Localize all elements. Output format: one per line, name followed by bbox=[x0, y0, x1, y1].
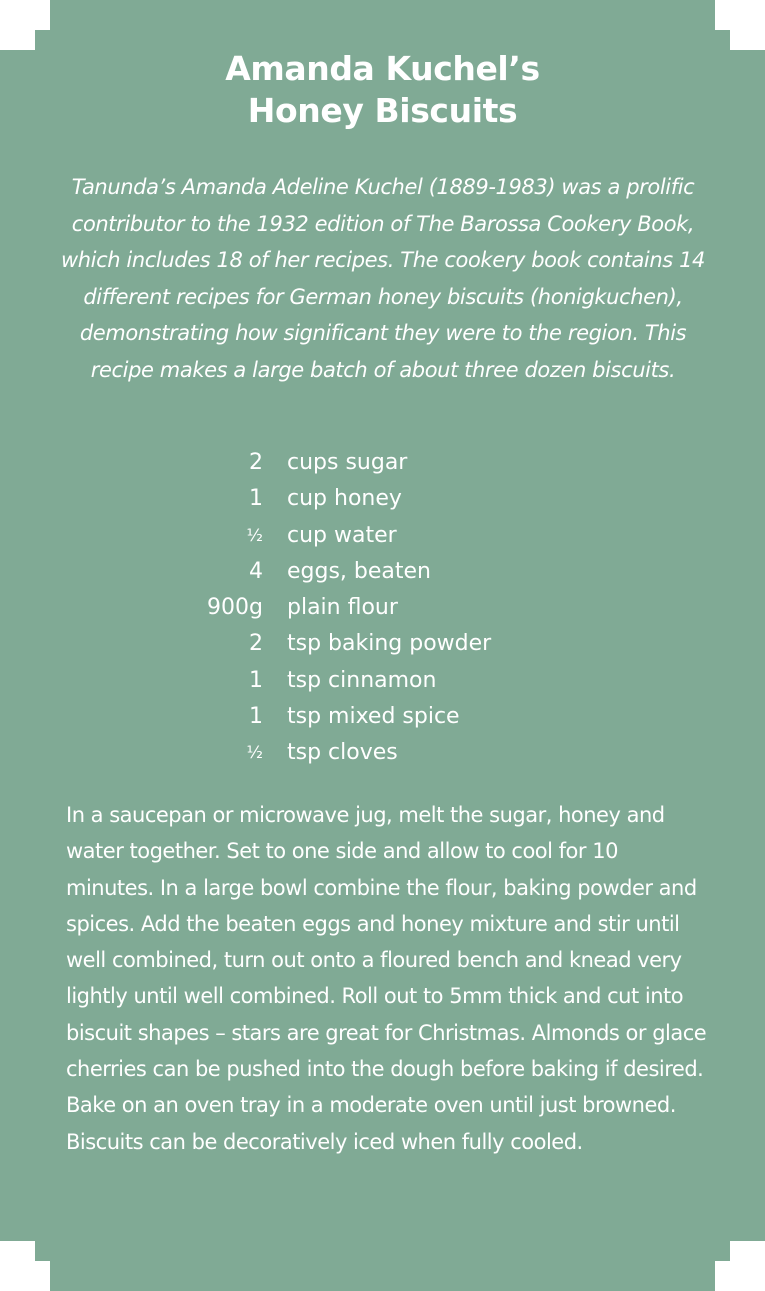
recipe-title-line1: Amanda Kuchel’s bbox=[225, 49, 540, 88]
ingredient-quantity: 1 bbox=[249, 667, 263, 693]
ingredient-row bbox=[0, 626, 765, 662]
ingredient-name: tsp baking powder bbox=[287, 631, 492, 657]
ingredient-row bbox=[0, 590, 765, 626]
ingredient-name: cups sugar bbox=[287, 450, 408, 475]
ingredient-quantity: ½ bbox=[246, 525, 263, 546]
recipe-title-line2: Honey Biscuits bbox=[247, 91, 518, 130]
recipe-method: In a saucepan or microwave jug, melt the sugar, honey and water together. Set to one side and allow to cool for 10 minutes. In a large bowl combine the flour, baking powder and spices. Add the beaten eggs and honey mixture and stir until well combined, turn out onto a floured bench and knead very lightly until well combined. Roll out to 5mm thick and cut into biscuit shapes – stars are great for Christmas. Almonds or glace cherries can be pushed into the dough before baking if desired. Bake on an oven tray in a moderate oven until just browned. Biscuits can be decoratively iced when fully cooled. bbox=[66, 803, 707, 1154]
ingredient-name: tsp cloves bbox=[287, 740, 398, 766]
ingredient-name: cup water bbox=[287, 522, 397, 548]
ingredient-quantity: 2 bbox=[249, 450, 263, 475]
ingredient-row bbox=[0, 554, 765, 590]
ingredient-row bbox=[0, 699, 765, 735]
corner-decoration bbox=[741, 1242, 753, 1254]
ingredient-row bbox=[0, 481, 765, 517]
ingredient-name: eggs, beaten bbox=[287, 558, 431, 584]
ingredient-quantity: 4 bbox=[249, 558, 263, 584]
ingredient-name: tsp mixed spice bbox=[287, 704, 460, 730]
ingredient-row bbox=[0, 518, 765, 554]
ingredient-name: cup honey bbox=[287, 486, 402, 512]
recipe-intro: Tanunda’s Amanda Adeline Kuchel (1889-1983) was a prolific contributor to the 1932 edition of The Barossa Cookery Book, which includes 18 of her recipes. The cookery book contains 14 different recipes for German honey biscuits (honigkuchen), demonstrating how significant they were to the region. This recipe makes a large batch of about three dozen biscuits. bbox=[60, 175, 706, 382]
ingredient-name: tsp cinnamon bbox=[287, 667, 437, 693]
corner-decoration bbox=[12, 1242, 24, 1254]
ingredient-quantity: 2 bbox=[249, 631, 263, 657]
ingredient-row bbox=[0, 663, 765, 699]
ingredient-row bbox=[0, 445, 765, 481]
ingredient-quantity: 1 bbox=[249, 486, 263, 512]
ingredient-quantity: 1 bbox=[249, 704, 263, 730]
ingredient-quantity: 900g bbox=[207, 595, 263, 621]
recipe-title bbox=[0, 48, 765, 132]
ingredient-row bbox=[0, 735, 765, 771]
ingredient-list bbox=[0, 445, 765, 772]
ingredient-quantity: ½ bbox=[246, 743, 263, 764]
ingredient-name: plain flour bbox=[287, 595, 398, 621]
